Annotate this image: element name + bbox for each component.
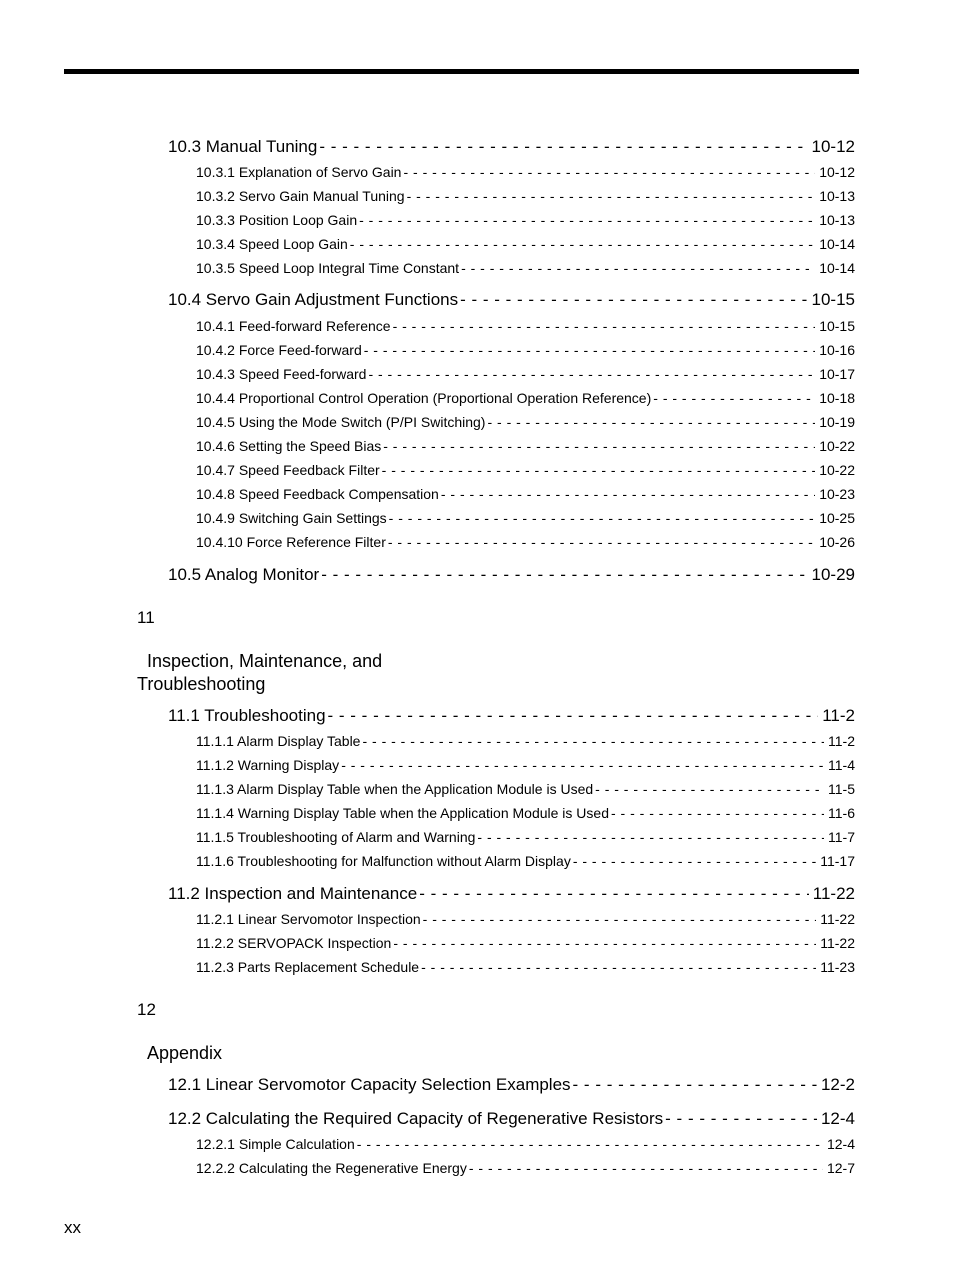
toc-entry-title: 10.4.4 Proportional Control Operation (Proportional Operation Reference) (196, 390, 652, 406)
toc-entry-page: 10-14 (819, 260, 855, 276)
toc-entry[interactable] (196, 438, 855, 454)
toc-entry[interactable] (196, 510, 855, 526)
toc-entry[interactable] (168, 884, 855, 904)
toc-entry-page: 10-23 (819, 486, 855, 502)
toc-entry[interactable] (196, 462, 855, 478)
toc-entry-title: 10.4.3 Speed Feed-forward (196, 366, 367, 382)
toc-entry-page: 10-14 (819, 236, 855, 252)
toc-leader-dots (321, 565, 807, 585)
toc-leader-dots (665, 1109, 817, 1129)
toc-leader-dots (653, 390, 815, 406)
toc-leader-dots (611, 805, 824, 821)
toc-entry-title: 10.4.8 Speed Feedback Compensation (196, 486, 439, 502)
toc-entry[interactable] (196, 1160, 855, 1176)
chapter-11-title-line2: Troubleshooting (137, 674, 266, 694)
toc-leader-dots (350, 236, 815, 252)
toc-entry[interactable] (196, 366, 855, 382)
toc-entry-title: 12.2 Calculating the Required Capacity of Regenerative Resistors (168, 1109, 664, 1128)
toc-entry[interactable] (196, 733, 855, 749)
toc-entry-page: 10-22 (819, 438, 855, 454)
toc-leader-dots (441, 486, 815, 502)
toc-leader-dots (487, 414, 815, 430)
toc-entry-title: 10.4 Servo Gain Adjustment Functions (168, 290, 459, 309)
toc-entry-page: 12-7 (826, 1160, 855, 1176)
toc-entry[interactable] (196, 911, 855, 927)
toc-entry-page: 10-13 (819, 212, 855, 228)
toc-entry-page: 10-13 (819, 188, 855, 204)
toc-entry-title: 10.4.10 Force Reference Filter (196, 534, 386, 550)
toc-entry-page: 11-17 (820, 853, 855, 869)
page-number: xx (64, 1218, 81, 1237)
toc-entry[interactable] (196, 781, 855, 797)
toc-entry-title: 10.3.4 Speed Loop Gain (196, 236, 348, 252)
toc-entry-page: 10-29 (811, 565, 855, 584)
toc-entry-title: 11.1.6 Troubleshooting for Malfunction without Alarm Display (196, 853, 571, 869)
toc-entry-title: 11.2.1 Linear Servomotor Inspection (196, 911, 421, 927)
toc-entry[interactable] (196, 188, 855, 204)
toc-entry-page: 11-5 (828, 781, 855, 797)
toc-entry-page: 10-15 (811, 290, 855, 309)
toc-entry-page: 10-18 (819, 390, 855, 406)
toc-entry-page: 11-23 (820, 959, 855, 975)
toc-leader-dots (382, 462, 816, 478)
toc-leader-dots (359, 212, 815, 228)
toc-entry-title: 12.2.2 Calculating the Regenerative Energy (196, 1160, 467, 1176)
toc-entry-page: 12-2 (820, 1075, 855, 1094)
toc-entry-title: 11.1.1 Alarm Display Table (196, 733, 361, 749)
toc-entry-title: 11.2.3 Parts Replacement Schedule (196, 959, 420, 975)
toc-entry-title: 10.4.2 Force Feed-forward (196, 342, 362, 358)
toc-entry-title: 11.1 Troubleshooting (168, 706, 326, 725)
toc-entry-page: 11-22 (820, 935, 855, 951)
toc-entry[interactable] (168, 706, 855, 726)
chapter-11-number: 11 (137, 608, 155, 627)
toc-entry-page: 10-22 (819, 462, 855, 478)
toc-entry[interactable] (196, 486, 855, 502)
toc-entry-title: 10.4.6 Setting the Speed Bias (196, 438, 382, 454)
toc-leader-dots (423, 911, 817, 927)
toc-entry[interactable] (196, 318, 855, 334)
toc-entry-title: 11.2.2 SERVOPACK Inspection (196, 935, 392, 951)
toc-leader-dots (573, 1075, 817, 1095)
toc-entry-page: 11-2 (828, 733, 855, 749)
toc-entry-title: 10.4.7 Speed Feedback Filter (196, 462, 380, 478)
toc-entry-page: 11-22 (812, 884, 855, 903)
toc-entry[interactable] (196, 829, 855, 845)
toc-entry-page: 10-16 (819, 342, 855, 358)
toc-entry-title: 11.1.5 Troubleshooting of Alarm and Warning (196, 829, 476, 845)
toc-entry[interactable] (196, 236, 855, 252)
toc-entry-title: 11.1.4 Warning Display Table when the Application Module is Used (196, 805, 609, 821)
toc-entry-title: 10.4.5 Using the Mode Switch (P/PI Switching) (196, 414, 486, 430)
toc-entry-title: 12.2.1 Simple Calculation (196, 1136, 355, 1152)
toc-entry-title: 10.5 Analog Monitor (168, 565, 320, 584)
toc-entry-title: 10.3.5 Speed Loop Integral Time Constant (196, 260, 460, 276)
toc-entry-page: 10-26 (819, 534, 855, 550)
toc-entry[interactable] (168, 290, 855, 310)
toc-leader-dots (469, 1160, 823, 1176)
toc-entry-page: 12-4 (820, 1109, 855, 1128)
toc-entry[interactable] (196, 414, 855, 430)
toc-leader-dots (368, 366, 815, 382)
toc-entry[interactable] (196, 853, 855, 869)
toc-entry[interactable] (196, 390, 855, 406)
toc-entry[interactable] (196, 935, 855, 951)
toc-leader-dots (477, 829, 824, 845)
toc-entry[interactable] (196, 959, 855, 975)
toc-entry-page: 11-6 (828, 805, 855, 821)
toc-entry[interactable] (168, 565, 855, 585)
toc-entry-page: 10-15 (819, 318, 855, 334)
toc-entry-page: 10-12 (819, 164, 855, 180)
toc-entry-page: 10-12 (811, 137, 855, 156)
toc-entry-page: 12-4 (826, 1136, 855, 1152)
toc-leader-dots (364, 342, 815, 358)
toc-leader-dots (341, 757, 824, 773)
toc-entry[interactable] (196, 534, 855, 550)
toc-entry-page: 11-7 (828, 829, 855, 845)
toc-leader-dots (421, 959, 816, 975)
toc-entry-page: 10-25 (819, 510, 855, 526)
toc-entry[interactable] (168, 1075, 855, 1095)
toc-entry[interactable] (168, 1109, 855, 1129)
toc-entry[interactable] (168, 137, 855, 157)
toc-entry-title: 10.3.1 Explanation of Servo Gain (196, 164, 402, 180)
toc-leader-dots (393, 318, 816, 334)
toc-entry[interactable] (196, 805, 855, 821)
toc-leader-dots (362, 733, 824, 749)
toc-entry-title: 11.1.2 Warning Display (196, 757, 340, 773)
toc-leader-dots (328, 706, 819, 726)
chapter-12-number: 12 (137, 1000, 156, 1019)
toc-entry-page: 11-2 (822, 706, 855, 725)
toc-leader-dots (595, 781, 824, 797)
toc-entry[interactable] (196, 342, 855, 358)
toc-entry[interactable] (196, 757, 855, 773)
toc-leader-dots (407, 188, 816, 204)
toc-leader-dots (388, 534, 815, 550)
toc-leader-dots (319, 137, 807, 157)
toc-entry-page: 11-22 (820, 911, 855, 927)
toc-entry[interactable] (196, 260, 855, 276)
toc-entry-title: 11.2 Inspection and Maintenance (168, 884, 418, 903)
toc-entry[interactable] (196, 164, 855, 180)
toc-leader-dots (389, 510, 816, 526)
chapter-11-title-line1: Inspection, Maintenance, and (147, 651, 383, 671)
toc-entry-title: 11.1.3 Alarm Display Table when the Application Module is Used (196, 781, 594, 797)
toc-entry-page: 11-4 (828, 757, 855, 773)
toc-entry[interactable] (196, 1136, 855, 1152)
toc-leader-dots (573, 853, 816, 869)
toc-leader-dots (383, 438, 815, 454)
toc-entry-page: 10-17 (819, 366, 855, 382)
toc-leader-dots (461, 260, 815, 276)
toc-entry[interactable] (196, 212, 855, 228)
toc-entry-title: 10.4.9 Switching Gain Settings (196, 510, 387, 526)
toc-leader-dots (419, 884, 809, 904)
toc-leader-dots (357, 1136, 823, 1152)
toc-entry-title: 10.3 Manual Tuning (168, 137, 318, 156)
toc-leader-dots (393, 935, 816, 951)
toc-entry-page: 10-19 (819, 414, 855, 430)
header-rule (64, 69, 859, 74)
toc-entry-title: 10.3.2 Servo Gain Manual Tuning (196, 188, 405, 204)
toc-leader-dots (460, 290, 807, 310)
toc-leader-dots (403, 164, 815, 180)
chapter-12-title: Appendix (147, 1043, 223, 1063)
toc-entry-title: 12.1 Linear Servomotor Capacity Selection Examples (168, 1075, 571, 1094)
toc-entry-title: 10.4.1 Feed-forward Reference (196, 318, 391, 334)
toc-entry-title: 10.3.3 Position Loop Gain (196, 212, 358, 228)
